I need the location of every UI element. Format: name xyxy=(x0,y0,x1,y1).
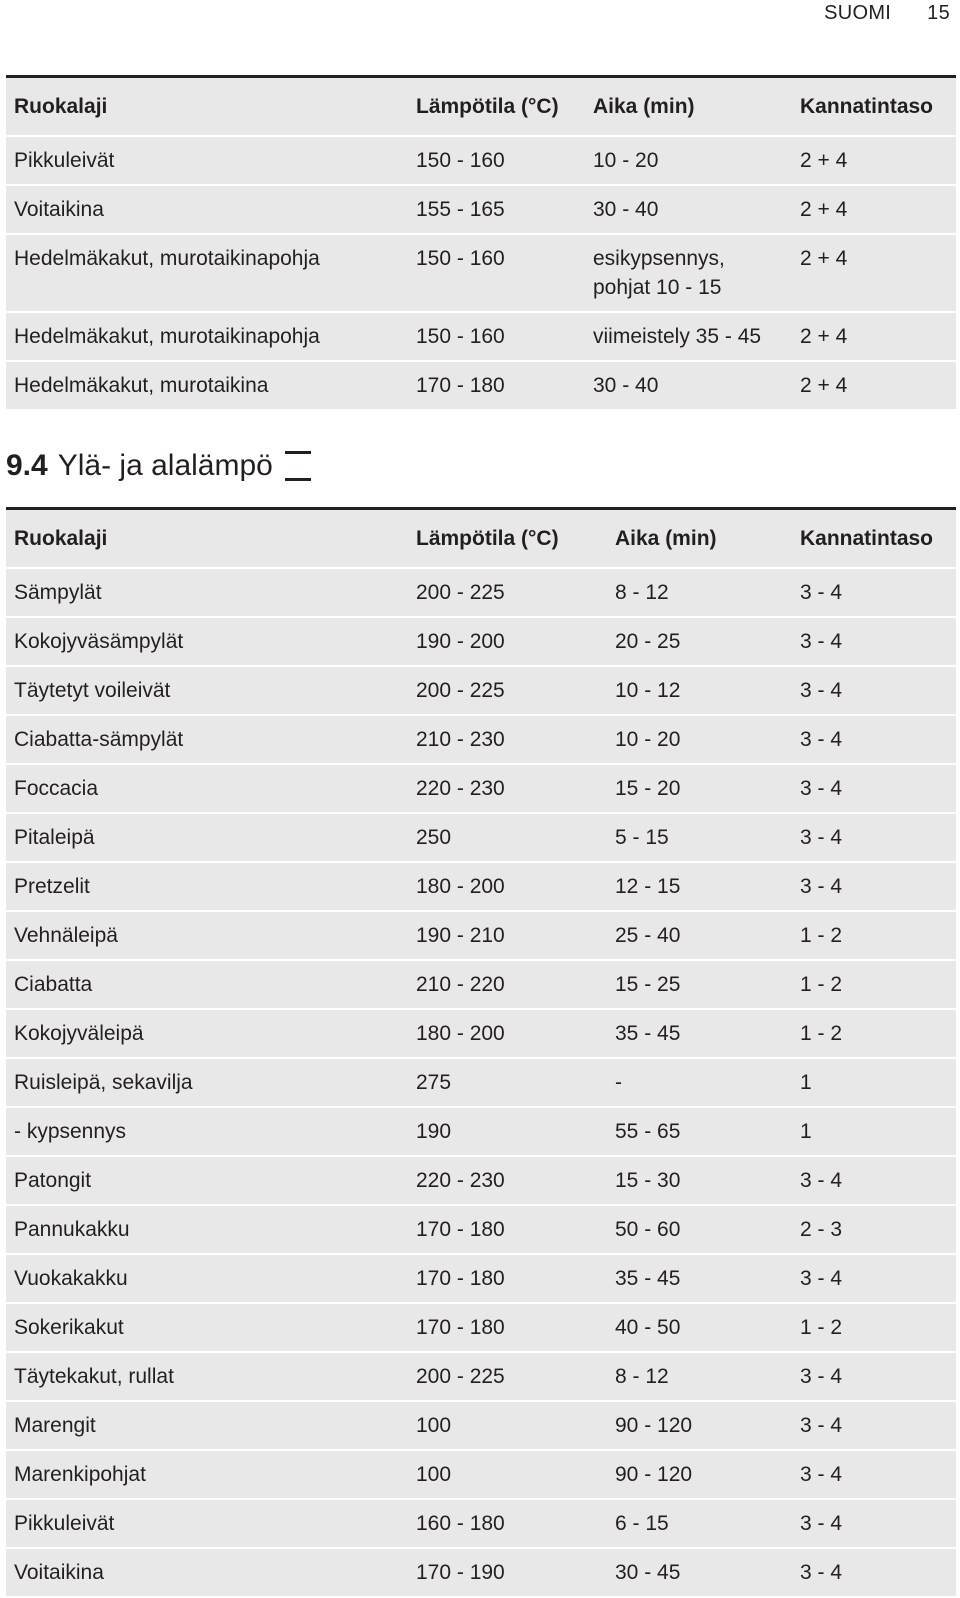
cell-dish: Kokojyväsämpylät xyxy=(6,617,408,666)
cell-dish: - kypsennys xyxy=(6,1107,408,1156)
cell-dish: Pitaleipä xyxy=(6,813,408,862)
table-row xyxy=(6,764,956,813)
cell-shelf-level: 1 xyxy=(792,1107,956,1156)
table-row xyxy=(6,1548,956,1597)
column-header-time: Aika (min) xyxy=(585,77,792,137)
cell-dish: Ciabatta xyxy=(6,960,408,1009)
cell-shelf-level: 3 - 4 xyxy=(792,568,956,617)
cell-dish: Täytekakut, rullat xyxy=(6,1352,408,1401)
cell-dish: Hedelmäkakut, murotaikina xyxy=(6,361,408,410)
cell-time: 90 - 120 xyxy=(607,1401,792,1450)
cell-shelf-level: 3 - 4 xyxy=(792,1499,956,1548)
section-number: 9.4 xyxy=(6,449,48,482)
cell-temperature: 170 - 180 xyxy=(408,1254,607,1303)
cell-time: esikypsennys, pohjat 10 - 15 xyxy=(585,234,792,312)
table-row xyxy=(6,312,956,361)
cell-temperature: 150 - 160 xyxy=(408,136,585,185)
cell-dish: Sokerikakut xyxy=(6,1303,408,1352)
cell-temperature: 100 xyxy=(408,1401,607,1450)
cell-time: 30 - 40 xyxy=(585,185,792,234)
cell-shelf-level: 1 xyxy=(792,1058,956,1107)
cell-time: 20 - 25 xyxy=(607,617,792,666)
table-body xyxy=(6,136,956,410)
cell-time: 8 - 12 xyxy=(607,568,792,617)
column-header-temperature: Lämpötila (°C) xyxy=(408,77,585,137)
cell-dish: Vehnäleipä xyxy=(6,911,408,960)
column-header-dish: Ruokalaji xyxy=(6,509,408,569)
cell-shelf-level: 1 - 2 xyxy=(792,960,956,1009)
cell-temperature: 200 - 225 xyxy=(408,1352,607,1401)
cell-shelf-level: 3 - 4 xyxy=(792,1401,956,1450)
cell-shelf-level: 2 + 4 xyxy=(792,312,956,361)
cell-dish: Pretzelit xyxy=(6,862,408,911)
cell-shelf-level: 3 - 4 xyxy=(792,666,956,715)
table-row xyxy=(6,1205,956,1254)
cell-time: 8 - 12 xyxy=(607,1352,792,1401)
cell-shelf-level: 3 - 4 xyxy=(792,1548,956,1597)
cell-dish: Marenkipohjat xyxy=(6,1450,408,1499)
cell-temperature: 210 - 220 xyxy=(408,960,607,1009)
table-row xyxy=(6,1058,956,1107)
cell-shelf-level: 3 - 4 xyxy=(792,1156,956,1205)
table-row xyxy=(6,185,956,234)
cell-time: 35 - 45 xyxy=(607,1254,792,1303)
cell-temperature: 275 xyxy=(408,1058,607,1107)
cell-shelf-level: 3 - 4 xyxy=(792,1352,956,1401)
cell-time: 90 - 120 xyxy=(607,1450,792,1499)
baking-table-2 xyxy=(6,507,956,1598)
cell-time: 10 - 20 xyxy=(607,715,792,764)
cell-dish: Ciabatta-sämpylät xyxy=(6,715,408,764)
section-heading: Ylä- ja alalämpö xyxy=(57,449,273,482)
cell-time: 40 - 50 xyxy=(607,1303,792,1352)
table-row xyxy=(6,666,956,715)
cell-shelf-level: 3 - 4 xyxy=(792,862,956,911)
cell-time: 5 - 15 xyxy=(607,813,792,862)
cell-dish: Pikkuleivät xyxy=(6,136,408,185)
cell-temperature: 180 - 200 xyxy=(408,862,607,911)
cell-time: 6 - 15 xyxy=(607,1499,792,1548)
cell-time: 35 - 45 xyxy=(607,1009,792,1058)
table-row xyxy=(6,1450,956,1499)
cell-shelf-level: 2 + 4 xyxy=(792,234,956,312)
cell-shelf-level: 2 + 4 xyxy=(792,185,956,234)
cell-temperature: 180 - 200 xyxy=(408,1009,607,1058)
cell-shelf-level: 3 - 4 xyxy=(792,715,956,764)
column-header-shelf-level: Kannatintaso xyxy=(792,509,956,569)
cell-temperature: 190 xyxy=(408,1107,607,1156)
cell-time: 10 - 20 xyxy=(585,136,792,185)
cell-dish: Voitaikina xyxy=(6,185,408,234)
cell-dish: Foccacia xyxy=(6,764,408,813)
cell-shelf-level: 1 - 2 xyxy=(792,1303,956,1352)
cell-shelf-level: 2 + 4 xyxy=(792,136,956,185)
table-header-row xyxy=(6,509,956,569)
cell-dish: Marengit xyxy=(6,1401,408,1450)
page-header xyxy=(824,0,950,26)
cell-time: 15 - 20 xyxy=(607,764,792,813)
cell-temperature: 190 - 200 xyxy=(408,617,607,666)
cell-dish: Sämpylät xyxy=(6,568,408,617)
cell-dish: Hedelmäkakut, murotaikinapohja xyxy=(6,312,408,361)
table-header-row xyxy=(6,77,956,137)
page-number: 15 xyxy=(927,1,950,24)
table-row xyxy=(6,361,956,410)
table-row xyxy=(6,1401,956,1450)
cell-shelf-level: 3 - 4 xyxy=(792,1254,956,1303)
table-row xyxy=(6,1156,956,1205)
cell-temperature: 220 - 230 xyxy=(408,764,607,813)
table-body xyxy=(6,568,956,1597)
cell-time: 30 - 40 xyxy=(585,361,792,410)
cell-temperature: 200 - 225 xyxy=(408,568,607,617)
cell-time: 15 - 25 xyxy=(607,960,792,1009)
table-row xyxy=(6,1499,956,1548)
cell-temperature: 170 - 180 xyxy=(408,1205,607,1254)
cell-temperature: 200 - 225 xyxy=(408,666,607,715)
cell-temperature: 150 - 160 xyxy=(408,234,585,312)
cell-temperature: 170 - 180 xyxy=(408,1303,607,1352)
baking-table-1 xyxy=(6,75,956,411)
language-label: SUOMI xyxy=(824,1,892,24)
table-row xyxy=(6,1107,956,1156)
table-row xyxy=(6,234,956,312)
cell-shelf-level: 1 - 2 xyxy=(792,1009,956,1058)
cell-time: 15 - 30 xyxy=(607,1156,792,1205)
cell-time: 10 - 12 xyxy=(607,666,792,715)
cell-time: 12 - 15 xyxy=(607,862,792,911)
column-header-time: Aika (min) xyxy=(607,509,792,569)
cell-shelf-level: 1 - 2 xyxy=(792,911,956,960)
cell-temperature: 220 - 230 xyxy=(408,1156,607,1205)
cell-dish: Pannukakku xyxy=(6,1205,408,1254)
cell-time: 30 - 45 xyxy=(607,1548,792,1597)
cell-temperature: 210 - 230 xyxy=(408,715,607,764)
cell-dish: Kokojyväleipä xyxy=(6,1009,408,1058)
cell-temperature: 190 - 210 xyxy=(408,911,607,960)
cell-temperature: 170 - 180 xyxy=(408,361,585,410)
table-row xyxy=(6,960,956,1009)
column-header-shelf-level: Kannatintaso xyxy=(792,77,956,137)
cell-shelf-level: 3 - 4 xyxy=(792,1450,956,1499)
column-header-dish: Ruokalaji xyxy=(6,77,408,137)
cell-dish: Pikkuleivät xyxy=(6,1499,408,1548)
table-row xyxy=(6,715,956,764)
cell-time: - xyxy=(607,1058,792,1107)
table-row xyxy=(6,1352,956,1401)
table-row xyxy=(6,617,956,666)
cell-shelf-level: 3 - 4 xyxy=(792,617,956,666)
cell-time: 50 - 60 xyxy=(607,1205,792,1254)
table-row xyxy=(6,568,956,617)
cell-dish: Ruisleipä, sekavilja xyxy=(6,1058,408,1107)
cell-dish: Hedelmäkakut, murotaikinapohja xyxy=(6,234,408,312)
table-row xyxy=(6,1009,956,1058)
cell-temperature: 100 xyxy=(408,1450,607,1499)
cell-shelf-level: 2 - 3 xyxy=(792,1205,956,1254)
table-row xyxy=(6,1254,956,1303)
table-row xyxy=(6,136,956,185)
cell-dish: Voitaikina xyxy=(6,1548,408,1597)
cell-temperature: 170 - 190 xyxy=(408,1548,607,1597)
cell-shelf-level: 3 - 4 xyxy=(792,764,956,813)
cell-temperature: 155 - 165 xyxy=(408,185,585,234)
top-bottom-heat-icon xyxy=(283,451,313,481)
section-title xyxy=(6,446,313,486)
table-row xyxy=(6,911,956,960)
cell-temperature: 250 xyxy=(408,813,607,862)
cell-shelf-level: 3 - 4 xyxy=(792,813,956,862)
cell-shelf-level: 2 + 4 xyxy=(792,361,956,410)
cell-time: 25 - 40 xyxy=(607,911,792,960)
cell-dish: Patongit xyxy=(6,1156,408,1205)
cell-temperature: 160 - 180 xyxy=(408,1499,607,1548)
column-header-temperature: Lämpötila (°C) xyxy=(408,509,607,569)
cell-temperature: 150 - 160 xyxy=(408,312,585,361)
cell-time: 55 - 65 xyxy=(607,1107,792,1156)
cell-dish: Täytetyt voileivät xyxy=(6,666,408,715)
table-row xyxy=(6,813,956,862)
table-row xyxy=(6,1303,956,1352)
table-row xyxy=(6,862,956,911)
cell-time: viimeistely 35 - 45 xyxy=(585,312,792,361)
cell-dish: Vuokakakku xyxy=(6,1254,408,1303)
